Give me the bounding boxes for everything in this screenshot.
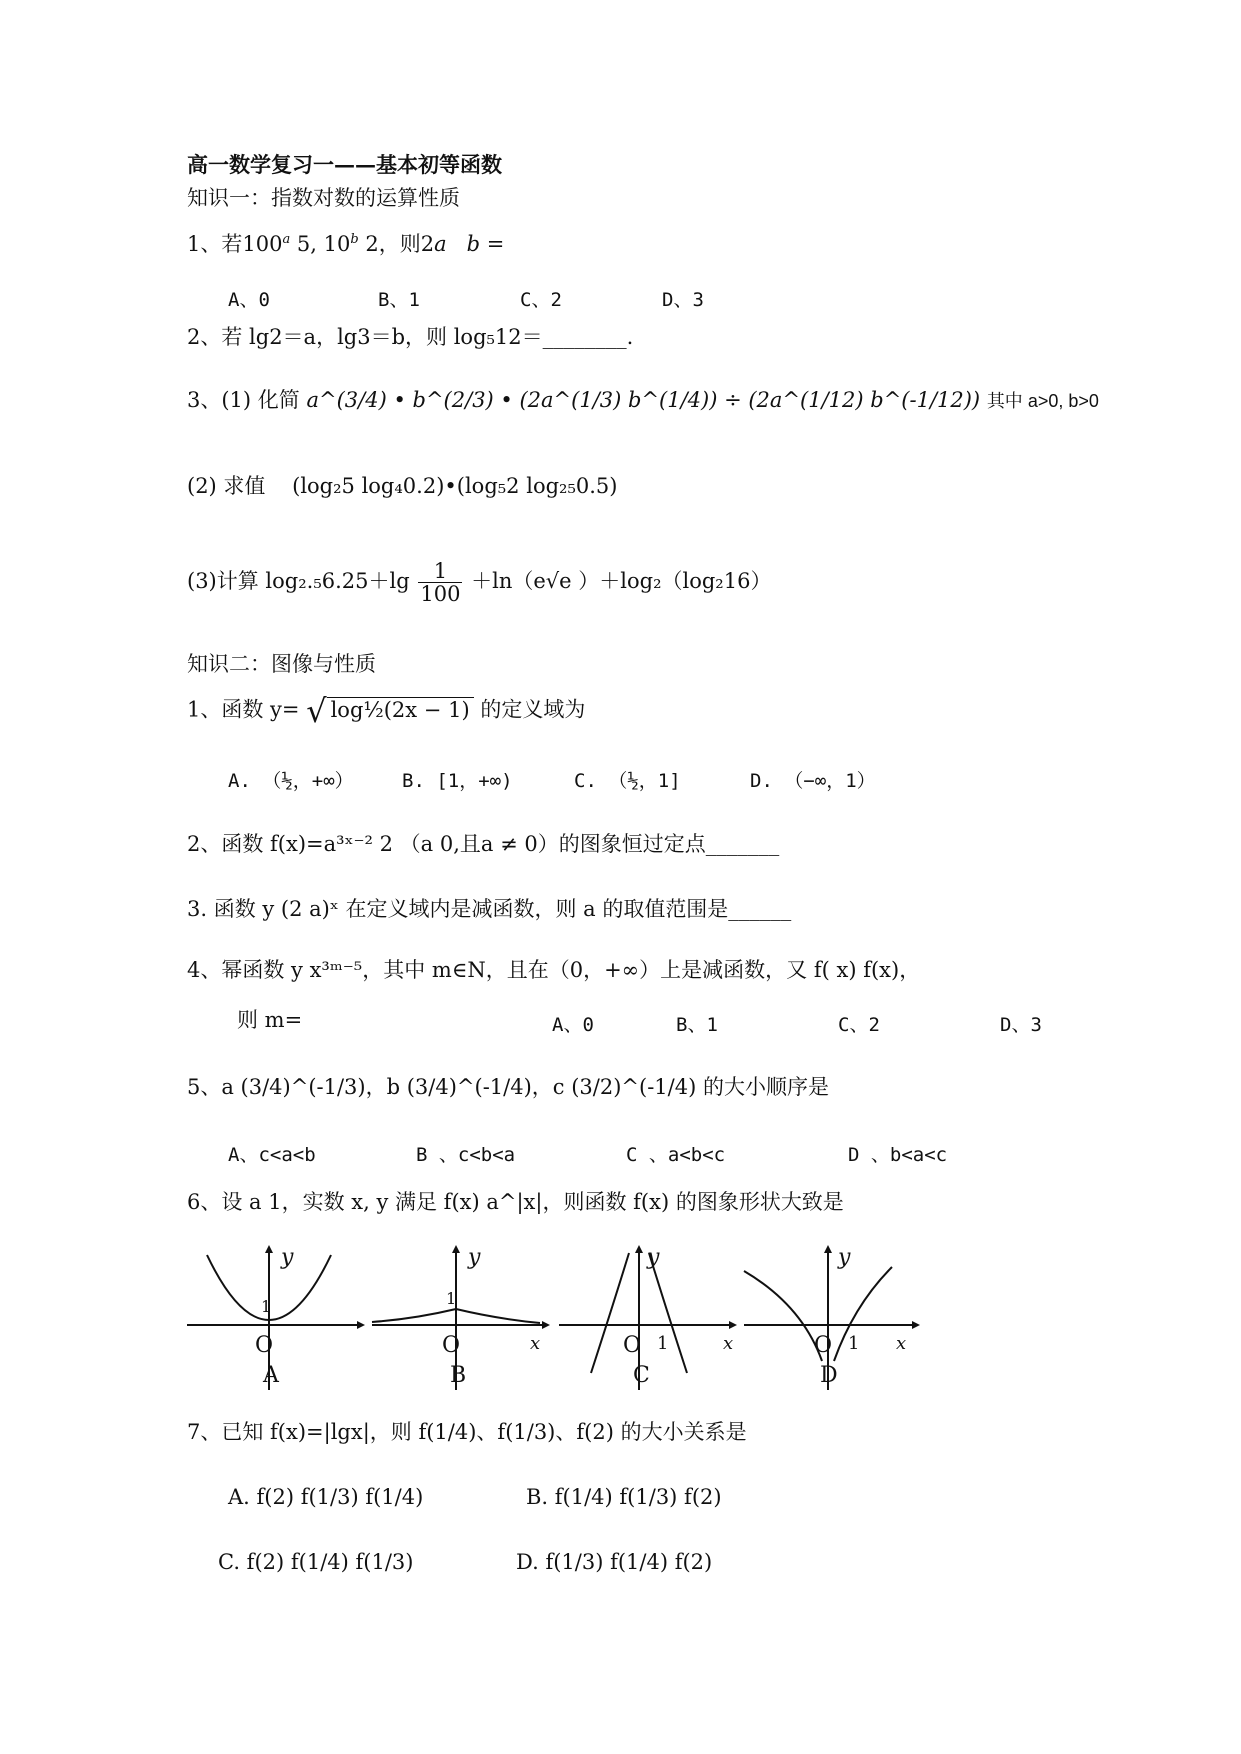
k1-tail: 的定义域为 [480, 697, 586, 722]
k1-option-c: C. （½，1] [574, 770, 681, 792]
k7-option-d: D. f(1/3) f(1/4) f(2) [516, 1550, 713, 1574]
graph-a-label: A [263, 1363, 279, 1388]
graph-b-x-label: x [530, 1333, 541, 1354]
graph-b-origin: O [442, 1333, 461, 1358]
graph-c [557, 1245, 737, 1395]
q1-mid1: 5, 10 [296, 232, 351, 256]
q1-exp-b: b [350, 232, 359, 247]
question-2: 2、若 lg2＝a，lg3＝b，则 log₅12＝________. [187, 325, 634, 349]
k2-question-6: 6、设 a 1，实数 x, y 满足 f(x) a^|x|，则函数 f(x) 的图象形状大致是 [187, 1190, 844, 1214]
k1-sqrt-icon: √ [306, 692, 327, 730]
k4-option-c: C、2 [838, 1014, 880, 1036]
graph-b-y-label: y [468, 1245, 481, 1270]
k1-option-b: B. [1，+∞) [402, 770, 513, 792]
k4-option-a: A、0 [552, 1014, 594, 1036]
k7-option-b: B. f(1/4) f(1/3) f(2) [526, 1485, 722, 1509]
page-title: 高一数学复习一——基本初等函数 [187, 152, 502, 177]
graph-b-tick: 1 [446, 1289, 457, 1308]
k5-option-b: B 、c<b<a [416, 1144, 516, 1166]
q1-var-a: a [434, 232, 447, 256]
graph-a-y-label: y [281, 1245, 294, 1270]
q3-p1-tail: 其中 a>0, b>0 [986, 391, 1099, 411]
k2-question-1 [187, 692, 585, 730]
q3-p1-expr: a^(3/4) • b^(2/3) • (2a^(1/3) b^(1/4)) ÷ (2a^(1/12) b^(-1/12)) [306, 388, 981, 412]
k5-option-a: A、c<a<b [228, 1144, 316, 1166]
graph-b [370, 1245, 550, 1395]
q1-mid2: 2，则2 [365, 232, 435, 256]
k1-option-d: D. （−∞，1） [750, 770, 876, 792]
graph-b-label: B [450, 1363, 467, 1388]
graph-a-tick: 1 [261, 1297, 272, 1316]
graph-d-y-label: y [838, 1245, 851, 1270]
graph-c-origin: O [623, 1333, 642, 1358]
graph-c-x-label: x [723, 1333, 734, 1354]
q3-p2-expr: (log₂5 log₄0.2)•(log₅2 log₂₅0.5) [292, 474, 618, 498]
k4-option-b: B、1 [676, 1014, 718, 1036]
graph-d-tick: 1 [848, 1333, 860, 1354]
q1-var-b: b = [466, 232, 505, 256]
q1-option-b: B、1 [378, 289, 420, 311]
graph-d-origin: O [814, 1333, 833, 1358]
k7-option-a: A. f(2) f(1/3) f(1/4) [228, 1485, 424, 1509]
question-1 [187, 232, 504, 257]
q3-p3-tail: ＋ln（e√e ）＋log₂（log₂16） [471, 569, 772, 594]
k2-question-2: 2、函数 f(x)=a³ˣ⁻² 2 （a 0,且a ≠ 0）的图象恒过定点_______ [187, 832, 780, 856]
graph-c-y-label: y [647, 1245, 660, 1270]
q3-p2-head: (2) 求值 [187, 474, 266, 498]
graph-d-label: D [820, 1363, 838, 1388]
k2-question-3: 3. 函数 y (2 a)ˣ 在定义域内是减函数，则 a 的取值范围是______ [187, 897, 792, 921]
q1-exp-a: a [282, 232, 291, 247]
q1-stem: 1、若100 [187, 232, 283, 256]
graph-a-origin: O [255, 1333, 274, 1358]
question-3-part-3 [187, 560, 771, 605]
k4-option-d: D、3 [1000, 1014, 1042, 1036]
q1-option-c: C、2 [520, 289, 562, 311]
k5-option-d: D 、b<a<c [848, 1144, 948, 1166]
k2-question-4: 4、幂函数 y x³ᵐ⁻⁵，其中 m∈N，且在（0，+∞）上是减函数，又 f( x) f(x)， [187, 958, 921, 982]
k4-line-2: 则 m= [237, 1008, 303, 1032]
q3-p3-fraction: $\frac{1}{100}$ [420, 559, 461, 607]
graph-d [742, 1245, 922, 1395]
k1-expr: log½(2x − 1) [327, 697, 474, 722]
graph-c-tick: 1 [657, 1333, 669, 1354]
graph-a [185, 1245, 360, 1395]
graph-c-label: C [633, 1363, 650, 1388]
question-3-part-1 [187, 388, 1099, 413]
k1-head: 1、函数 y= [187, 697, 300, 722]
q3-p3-head: (3)计算 log₂.₅6.25＋lg [187, 569, 410, 594]
section-1-heading: 知识一：指数对数的运算性质 [187, 186, 460, 210]
k5-option-c: C 、a<b<c [626, 1144, 726, 1166]
q3-p1-head: 3、(1) 化简 [187, 388, 300, 412]
q1-option-d: D、3 [662, 289, 704, 311]
k7-option-c: C. f(2) f(1/4) f(1/3) [218, 1550, 414, 1574]
k2-question-5: 5、a (3/4)^(-1/3)，b (3/4)^(-1/4)，c (3/2)^(-1/4) 的大小顺序是 [187, 1075, 829, 1099]
q1-option-a: A、0 [228, 289, 270, 311]
question-3-part-2 [187, 474, 617, 499]
k1-option-a: A. （½，+∞） [228, 770, 354, 792]
k2-question-7: 7、已知 f(x)=|lgx|，则 f(1/4)、f(1/3)、f(2) 的大小关系是 [187, 1420, 747, 1444]
section-2-heading: 知识二：图像与性质 [187, 652, 376, 676]
graph-d-x-label: x [896, 1333, 907, 1354]
